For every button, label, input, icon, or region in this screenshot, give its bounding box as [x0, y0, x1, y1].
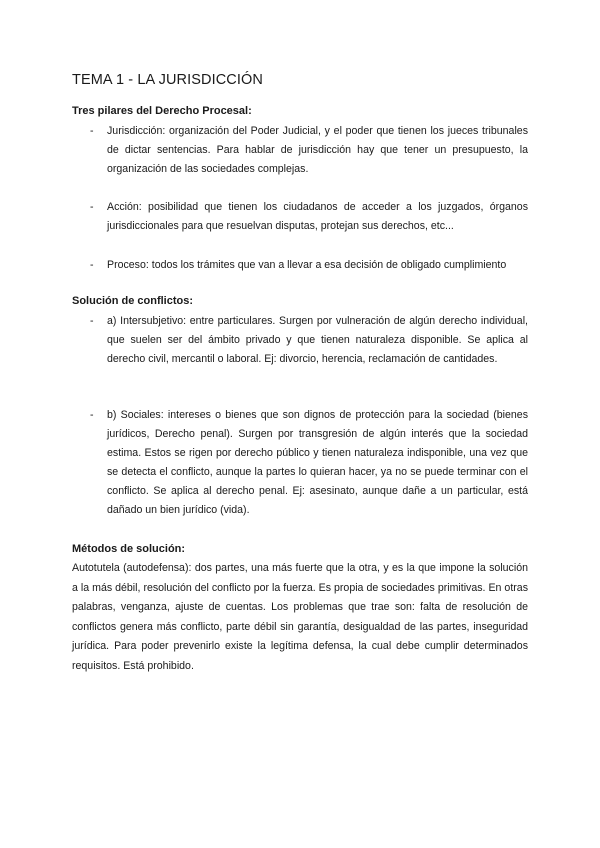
- list-bullet: -: [90, 259, 94, 271]
- list-item-text: a) Intersubjetivo: entre particulares. Surgen por vulneración de algún derecho individual, que suelen ser del ámbito privado y que tienen naturaleza disponible. Se aplica al derecho civil, mercantil o laboral. Ej: divorcio, herencia, reclamación de cantidades.: [107, 315, 528, 365]
- section-heading-tres-pilares: Tres pilares del Derecho Procesal:: [72, 105, 252, 117]
- page-title: TEMA 1 - LA JURISDICCIÓN: [72, 72, 263, 88]
- list-item-proceso: [90, 256, 528, 275]
- list-item-sociales: [90, 406, 528, 520]
- list-item-accion: [90, 198, 528, 236]
- list-item-text: Acción: posibilidad que tienen los ciudadanos de acceder a los juzgados, órganos jurisdiccionales para que resuelvan disputas, protejan sus derechos, etc...: [107, 201, 528, 232]
- section-heading-metodos-solucion: Métodos de solución:: [72, 543, 186, 555]
- list-bullet: -: [90, 125, 94, 137]
- list-item-text: b) Sociales: intereses o bienes que son dignos de protección para la sociedad (bienes jurídicos, Derecho penal). Surgen por transgresión de algún interés que la sociedad estima. Estos se rigen por derecho público y tienen naturaleza indisponible, una vez que se detecta el conflicto, aunque la partes lo quieran hacer, ya no se puede terminar con el conflicto. Se aplica al derecho penal. Ej: asesinato, aunque dañe a un particular, está dañado un bien jurídico (vida).: [107, 409, 528, 516]
- section-heading-solucion-conflictos: Solución de conflictos:: [72, 295, 194, 307]
- list-item-text: Proceso: todos los trámites que van a llevar a esa decisión de obligado cumplimiento: [107, 259, 507, 271]
- list-item-text: Jurisdicción: organización del Poder Judicial, y el poder que tienen los jueces tribunales de dictar sentencias. Para hablar de jurisdicción hay que tener un presupuesto, la organización de las sociedades complejas.: [107, 125, 528, 175]
- paragraph-autotutela: Autotutela (autodefensa): dos partes, una más fuerte que la otra, y es la que impone la solución a la más débil, resolución del conflicto por la fuerza. Es propia de sociedades primitivas. En otras palabras, venganza, ajuste de cuentas. Los problemas que trae son: falta de resolución de conflictos genera más conflicto, parte débil sin garantía, desigualdad de las partes, inseguridad jurídica. Para poder prevenirlo existe la legítima defensa, la cual debe cumplir determinados requisitos. Está prohibido.: [72, 562, 528, 672]
- list-item-intersubjetivo: [90, 312, 528, 369]
- list-bullet: -: [90, 315, 94, 327]
- list-bullet: -: [90, 201, 94, 213]
- list-item-jurisdiccion: [90, 122, 528, 179]
- list-bullet: -: [90, 409, 94, 421]
